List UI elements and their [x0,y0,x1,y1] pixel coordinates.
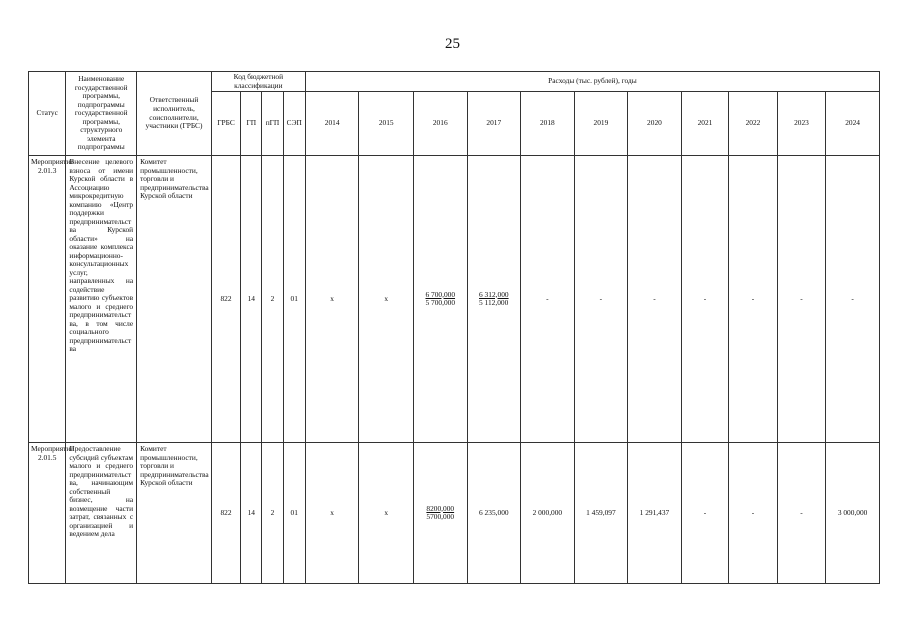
fraction-value [479,291,509,308]
row-name: Предоставление субсидий субъектам малого и среднего предпринимательства, начинающим собственный бизнес, на возмещение части затрат, связанных с организацией и ведением дела [66,443,137,584]
value-bottom: 5700,000 [426,512,455,522]
header-responsible: Ответственный исполнитель, соисполнители, участники (ГРБС) [137,72,212,156]
header-code-sep: СЭП [283,92,305,156]
row-responsible: Комитет промышленности, торговли и предпринимательства Курской области [137,156,212,443]
row-2019: - [574,156,628,443]
row-status: Мероприятие 2.01.3 [29,156,66,443]
row-sep: 01 [283,443,305,584]
row-pgp: 2 [262,156,283,443]
header-year: 2018 [521,92,575,156]
row-2018: - [521,156,575,443]
row-2020: 1 291,437 [628,443,682,584]
row-2017: 6 235,000 [467,443,521,584]
row-2014: x [305,156,359,443]
value-bottom: 5 112,000 [479,298,509,308]
value-top: 6 312,000 [479,289,509,299]
header-year: 2024 [826,92,880,156]
header-year: 2023 [777,92,826,156]
header-expenses: Расходы (тыс. рублей), годы [305,72,879,92]
row-2014: x [305,443,359,584]
fraction-value [425,291,455,308]
row-2016 [413,443,467,584]
row-status: Мероприятие 2.01.5 [29,443,66,584]
row-responsible: Комитет промышленности, торговли и предпринимательства Курской области [137,443,212,584]
header-status: Статус [29,72,66,156]
row-2023: - [777,156,826,443]
header-year: 2016 [413,92,467,156]
row-2022: - [729,156,778,443]
row-2024: 3 000,000 [826,443,880,584]
row-gp: 14 [241,156,262,443]
header-year: 2015 [359,92,414,156]
row-2016 [413,156,467,443]
row-2015: x [359,156,414,443]
row-2022: - [729,443,778,584]
table-row [29,443,880,584]
header-year: 2017 [467,92,521,156]
row-sep: 01 [283,156,305,443]
row-name: Внесение целевого взноса от имени Курской области в Ассоциацию микрокредитную компанию «Центр поддержки предпринимательства Курской области» на оказание комплекса информационно-консультационных услуг, направленных на содействие развитию субъектов малого и среднего предпринимательства, в том числе социального предпринимательства [66,156,137,443]
row-gp: 14 [241,443,262,584]
header-budget-code: Код бюджетной классификации [211,72,305,92]
row-2018: 2 000,000 [521,443,575,584]
header-code-grbs: ГРБС [211,92,240,156]
row-2021: - [681,156,728,443]
value-top: 6 700,000 [425,289,456,299]
header-name: Наименование государственной программы, подпрограммы государственной программы, структурного элемента подпрограммы [66,72,137,156]
row-2020: - [628,156,682,443]
header-year: 2022 [729,92,778,156]
header-year: 2014 [305,92,359,156]
row-2021: - [681,443,728,584]
header-row-1 [29,72,880,92]
row-grbs: 822 [211,156,240,443]
page-number: 25 [445,36,460,52]
row-2024: - [826,156,880,443]
row-2023: - [777,443,826,584]
header-year: 2021 [681,92,728,156]
value-bottom: 5 700,000 [425,298,456,308]
row-pgp: 2 [262,443,283,584]
header-code-pgp: пГП [262,92,283,156]
header-year: 2019 [574,92,628,156]
header-year: 2020 [628,92,682,156]
row-2019: 1 459,097 [574,443,628,584]
header-code-gp: ГП [241,92,262,156]
row-grbs: 822 [211,443,240,584]
value-top: 8200,000 [426,503,455,513]
table-row [29,156,880,443]
row-2017 [467,156,521,443]
budget-table [28,71,880,584]
fraction-value [426,505,454,522]
row-2015: x [359,443,414,584]
